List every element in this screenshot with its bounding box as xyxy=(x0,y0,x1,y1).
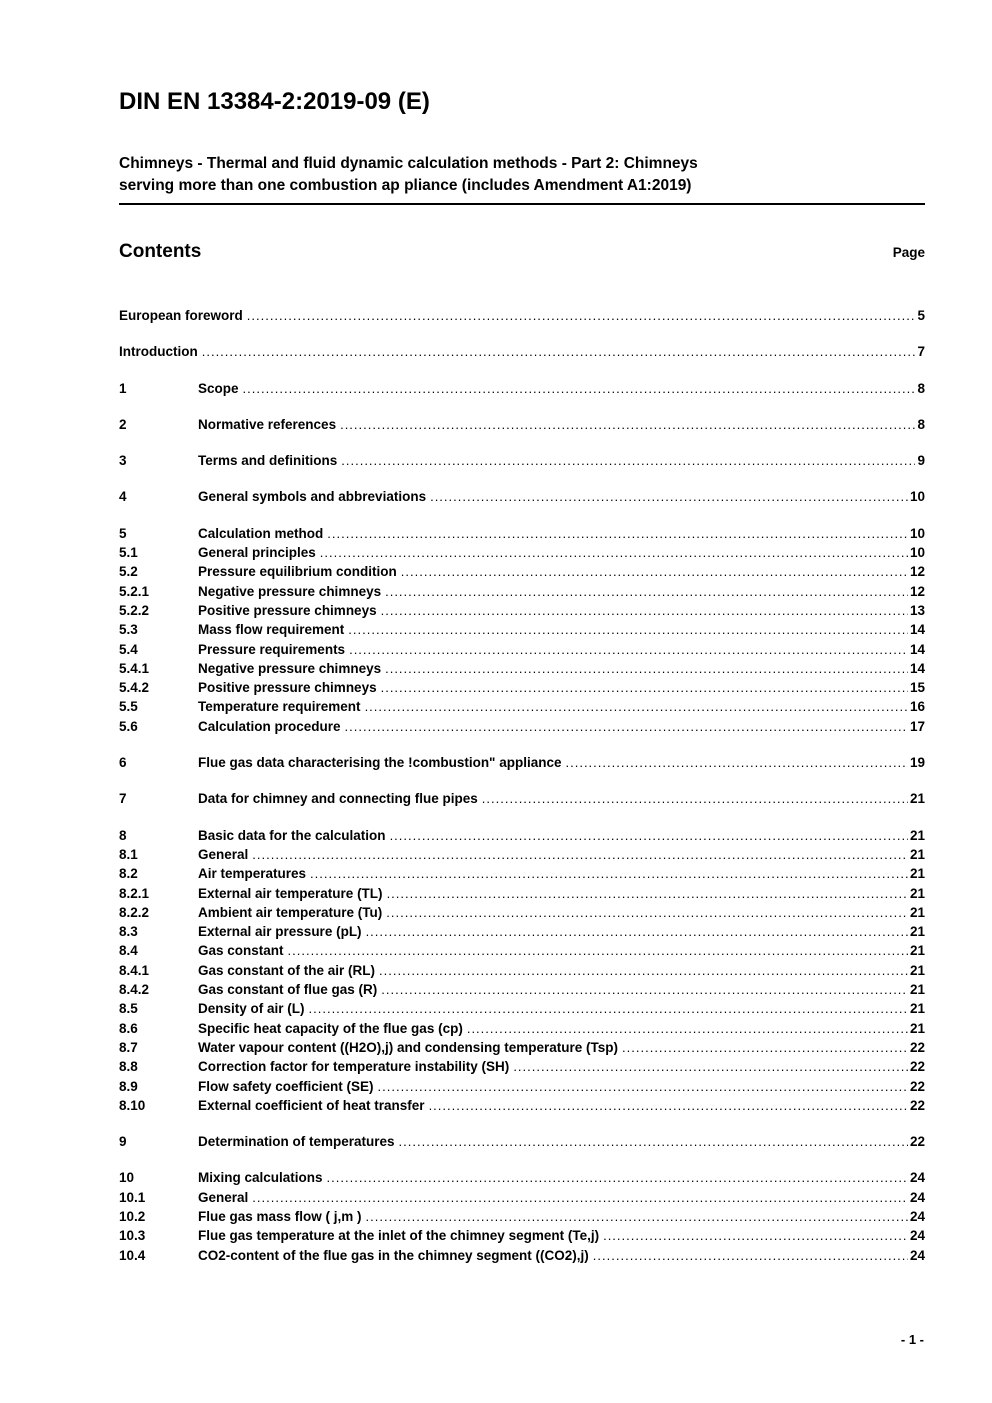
toc-entry-number: 8.4 xyxy=(119,943,138,959)
toc-entry xyxy=(119,1168,925,1187)
toc-entry-title: Flue gas temperature at the inlet of the chimney segment (Te,j) xyxy=(198,1228,600,1244)
toc-entry-page: 22 xyxy=(909,1059,925,1075)
toc-entry-page: 21 xyxy=(909,982,925,998)
toc-entry xyxy=(119,640,925,659)
toc-entry-title: Mass flow requirement xyxy=(198,622,345,638)
toc-entry-number: 5.1 xyxy=(119,545,138,561)
toc-leader-dots xyxy=(327,524,908,543)
toc-entry-page: 14 xyxy=(909,641,925,657)
toc-entry-page: 21 xyxy=(909,1001,925,1017)
toc-leader-dots xyxy=(349,640,908,659)
toc-entry-title: Normative references xyxy=(198,416,337,432)
toc-entry-number: 8.2 xyxy=(119,866,138,882)
toc-leader-dots xyxy=(341,451,915,470)
toc-leader-dots xyxy=(365,697,908,716)
toc-entry-number: 8.4.1 xyxy=(119,962,150,978)
toc-entry-number: 8.2.2 xyxy=(119,904,150,920)
toc-entry-number: 8.6 xyxy=(119,1020,138,1036)
toc-leader-dots xyxy=(309,999,908,1018)
toc-entry-page: 10 xyxy=(909,525,925,541)
toc-entry-title: Positive pressure chimneys xyxy=(198,602,377,618)
toc-leader-dots xyxy=(390,826,908,845)
toc-entry xyxy=(119,845,925,864)
toc-entry xyxy=(119,922,925,941)
toc-entry xyxy=(119,620,925,639)
contents-header xyxy=(119,241,925,263)
toc-entry xyxy=(119,306,925,325)
toc-leader-dots xyxy=(320,543,908,562)
toc-entry-title: Pressure requirements xyxy=(198,641,346,657)
toc-group xyxy=(119,1132,925,1151)
toc-entry xyxy=(119,941,925,960)
toc-entry-title: Calculation method xyxy=(198,525,324,541)
toc-leader-dots xyxy=(429,1096,908,1115)
toc-entry-title: Specific heat capacity of the flue gas (cp) xyxy=(198,1020,463,1036)
toc-leader-dots xyxy=(378,1077,908,1096)
toc-entry-page: 5 xyxy=(917,308,925,323)
contents-heading: Contents xyxy=(119,241,202,262)
toc-entry-page: 24 xyxy=(909,1170,925,1186)
document-title-line1: Chimneys - Thermal and fluid dynamic calculation methods - Part 2: Chimneys xyxy=(119,155,698,172)
toc-entry-number: 10 xyxy=(119,1170,135,1186)
toc-entry-title: Introduction xyxy=(119,344,198,360)
toc-entry-page: 19 xyxy=(909,755,925,771)
toc-entry-title: General xyxy=(198,846,249,862)
toc-entry-number: 5.3 xyxy=(119,622,138,638)
toc-entry-title: Flow safety coefficient (SE) xyxy=(198,1078,374,1094)
toc-entry-number: 3 xyxy=(119,453,127,469)
toc-entry-number: 8.1 xyxy=(119,846,138,862)
toc-entry xyxy=(119,451,925,470)
toc-group xyxy=(119,487,925,506)
toc-entry-title: European foreword xyxy=(119,308,243,323)
toc-group xyxy=(119,342,925,361)
toc-entry-number: 2 xyxy=(119,416,127,432)
toc-leader-dots xyxy=(247,306,916,325)
toc-entry xyxy=(119,1096,925,1115)
page-number-footer: - 1 - xyxy=(900,1332,924,1347)
toc-entry-number: 8.4.2 xyxy=(119,982,150,998)
toc-entry-number: 5.2.2 xyxy=(119,602,150,618)
toc-entry-page: 21 xyxy=(909,943,925,959)
toc-entry-number: 7 xyxy=(119,791,127,807)
toc-leader-dots xyxy=(327,1168,908,1187)
toc-entry-page: 24 xyxy=(909,1247,925,1263)
toc-entry-title: Basic data for the calculation xyxy=(198,827,386,843)
toc-entry xyxy=(119,999,925,1018)
toc-leader-dots xyxy=(243,379,916,398)
toc-group xyxy=(119,1168,925,1264)
toc-entry-page: 24 xyxy=(909,1208,925,1224)
toc-entry xyxy=(119,1207,925,1226)
toc-leader-dots xyxy=(202,342,916,361)
toc-entry xyxy=(119,697,925,716)
toc-leader-dots xyxy=(401,562,908,581)
toc-entry xyxy=(119,753,925,772)
toc-entry xyxy=(119,1246,925,1265)
toc-group xyxy=(119,306,925,325)
toc-entry xyxy=(119,980,925,999)
toc-entry-page: 22 xyxy=(909,1078,925,1094)
toc-entry-title: Negative pressure chimneys xyxy=(198,583,382,599)
toc-entry xyxy=(119,826,925,845)
toc-entry xyxy=(119,884,925,903)
toc-leader-dots xyxy=(381,980,908,999)
toc-entry xyxy=(119,1038,925,1057)
toc-leader-dots xyxy=(310,864,908,883)
document-id: DIN EN 13384-2:2019-09 (E) xyxy=(119,88,430,115)
toc-entry-number: 1 xyxy=(119,380,127,396)
toc-entry xyxy=(119,1188,925,1207)
toc-entry-page: 10 xyxy=(909,545,925,561)
document-title xyxy=(119,153,925,205)
toc-entry-page: 22 xyxy=(909,1134,925,1150)
toc-entry-number: 5.4.2 xyxy=(119,680,150,696)
toc-group xyxy=(119,379,925,398)
toc-entry-title: External air temperature (TL) xyxy=(198,885,383,901)
toc-entry-title: Correction factor for temperature instability (SH) xyxy=(198,1059,510,1075)
toc-entry-title: Density of air (L) xyxy=(198,1001,305,1017)
toc-entry-page: 7 xyxy=(917,344,925,360)
toc-leader-dots xyxy=(386,903,908,922)
toc-entry-page: 21 xyxy=(909,924,925,940)
toc-leader-dots xyxy=(252,845,908,864)
toc-leader-dots xyxy=(467,1019,908,1038)
toc-entry-number: 8.2.1 xyxy=(119,885,150,901)
toc-leader-dots xyxy=(566,753,908,772)
toc-entry-number: 4 xyxy=(119,489,127,505)
toc-leader-dots xyxy=(482,789,908,808)
toc-group xyxy=(119,415,925,434)
document-page xyxy=(119,0,925,1265)
toc-group xyxy=(119,451,925,470)
toc-entry xyxy=(119,524,925,543)
toc-entry-page: 22 xyxy=(909,1097,925,1113)
toc-entry xyxy=(119,562,925,581)
toc-entry-number: 8.10 xyxy=(119,1097,146,1113)
toc-entry-title: General xyxy=(198,1189,249,1205)
toc-entry-title: Gas constant of the air (RL) xyxy=(198,962,376,978)
toc-leader-dots xyxy=(622,1038,908,1057)
toc-entry-title: Flue gas data characterising the !combustion" appliance xyxy=(198,755,562,771)
toc-entry xyxy=(119,659,925,678)
toc-entry-title: Air temperatures xyxy=(198,866,307,882)
toc-entry-number: 5.2.1 xyxy=(119,583,150,599)
toc-entry-title: Ambient air temperature (Tu) xyxy=(198,904,383,920)
toc-entry-page: 21 xyxy=(909,1020,925,1036)
toc-entry-title: Mixing calculations xyxy=(198,1170,323,1186)
toc-entry-page: 14 xyxy=(909,622,925,638)
toc-entry xyxy=(119,487,925,506)
toc-entry-number: 5 xyxy=(119,525,127,541)
toc-entry-number: 5.4 xyxy=(119,641,138,657)
toc-leader-dots xyxy=(385,582,908,601)
toc-entry xyxy=(119,582,925,601)
toc-entry-page: 12 xyxy=(909,564,925,580)
toc-entry-title: General symbols and abbreviations xyxy=(198,489,427,505)
toc-entry-title: Water vapour content ((H2O),j) and condensing temperature (Tsp) xyxy=(198,1039,619,1055)
toc-entry-page: 15 xyxy=(909,680,925,696)
toc-entry-page: 21 xyxy=(909,904,925,920)
toc-entry-number: 10.1 xyxy=(119,1189,146,1205)
toc-entry-title: Gas constant xyxy=(198,943,284,959)
toc-entry-number: 8.7 xyxy=(119,1039,138,1055)
toc-entry-title: General principles xyxy=(198,545,316,561)
toc-entry-page: 12 xyxy=(909,583,925,599)
toc-entry-number: 10.4 xyxy=(119,1247,146,1263)
toc-leader-dots xyxy=(252,1188,908,1207)
toc-entry-page: 9 xyxy=(917,453,925,469)
toc-leader-dots xyxy=(387,884,908,903)
toc-entry-number: 8.8 xyxy=(119,1059,138,1075)
toc-entry-page: 8 xyxy=(917,380,925,396)
toc-group xyxy=(119,826,925,1115)
toc-entry-page: 21 xyxy=(909,866,925,882)
toc-leader-dots xyxy=(513,1057,908,1076)
toc-entry xyxy=(119,789,925,808)
toc-entry-number: 5.5 xyxy=(119,699,138,715)
toc-leader-dots xyxy=(366,1207,908,1226)
toc-leader-dots xyxy=(603,1226,908,1245)
toc-group xyxy=(119,524,925,736)
toc-entry xyxy=(119,415,925,434)
toc-entry-page: 21 xyxy=(909,827,925,843)
toc-entry xyxy=(119,961,925,980)
toc-leader-dots xyxy=(379,961,908,980)
toc-entry-title: Flue gas mass flow ( j,m ) xyxy=(198,1208,362,1224)
toc-entry-number: 5.6 xyxy=(119,718,138,734)
toc-entry-page: 21 xyxy=(909,791,925,807)
toc-entry-number: 8.5 xyxy=(119,1001,138,1017)
toc-entry-page: 10 xyxy=(909,489,925,505)
toc-entry-page: 24 xyxy=(909,1228,925,1244)
toc-entry-title: Determination of temperatures xyxy=(198,1134,395,1150)
toc-entry-page: 21 xyxy=(909,962,925,978)
table-of-contents xyxy=(119,306,925,1265)
toc-entry-number: 9 xyxy=(119,1134,127,1150)
toc-entry-page: 13 xyxy=(909,602,925,618)
toc-entry-number: 10.2 xyxy=(119,1208,146,1224)
toc-entry-page: 22 xyxy=(909,1039,925,1055)
toc-entry-page: 21 xyxy=(909,846,925,862)
toc-entry-title: CO2-content of the flue gas in the chimney segment ((CO2),j) xyxy=(198,1247,589,1263)
toc-leader-dots xyxy=(381,678,908,697)
toc-entry-number: 10.3 xyxy=(119,1228,146,1244)
document-title-line2: serving more than one combustion ap pliance (includes Amendment A1:2019) xyxy=(119,176,692,194)
toc-entry-title: External coefficient of heat transfer xyxy=(198,1097,425,1113)
toc-entry xyxy=(119,601,925,620)
toc-entry-title: Scope xyxy=(198,380,239,396)
toc-entry-page: 17 xyxy=(909,718,925,734)
toc-entry-title: External air pressure (pL) xyxy=(198,924,362,940)
toc-group xyxy=(119,753,925,772)
toc-entry-page: 16 xyxy=(909,699,925,715)
toc-entry-title: Positive pressure chimneys xyxy=(198,680,377,696)
toc-entry xyxy=(119,1226,925,1245)
toc-entry xyxy=(119,717,925,736)
toc-leader-dots xyxy=(340,415,915,434)
toc-entry xyxy=(119,342,925,361)
toc-leader-dots xyxy=(430,487,908,506)
toc-group xyxy=(119,789,925,808)
toc-entry-title: Data for chimney and connecting flue pipes xyxy=(198,791,478,807)
page-column-label: Page xyxy=(892,245,925,260)
toc-entry xyxy=(119,1132,925,1151)
toc-entry-page: 14 xyxy=(909,660,925,676)
toc-leader-dots xyxy=(366,922,908,941)
toc-entry-number: 8.9 xyxy=(119,1078,138,1094)
toc-entry xyxy=(119,543,925,562)
toc-leader-dots xyxy=(399,1132,908,1151)
toc-entry xyxy=(119,1019,925,1038)
toc-entry-number: 6 xyxy=(119,755,127,771)
toc-entry xyxy=(119,1057,925,1076)
toc-entry-number: 5.4.1 xyxy=(119,660,150,676)
toc-entry-title: Temperature requirement xyxy=(198,699,361,715)
toc-entry xyxy=(119,678,925,697)
toc-entry xyxy=(119,379,925,398)
toc-entry-title: Terms and definitions xyxy=(198,453,338,469)
toc-entry-number: 8.3 xyxy=(119,924,138,940)
toc-entry-page: 8 xyxy=(917,416,925,432)
toc-entry-title: Calculation procedure xyxy=(198,718,341,734)
toc-leader-dots xyxy=(288,941,908,960)
toc-leader-dots xyxy=(593,1246,908,1265)
toc-entry-title: Negative pressure chimneys xyxy=(198,660,382,676)
toc-leader-dots xyxy=(345,717,908,736)
toc-entry-number: 8 xyxy=(119,827,127,843)
toc-entry-number: 5.2 xyxy=(119,564,138,580)
toc-entry-title: Gas constant of flue gas (R) xyxy=(198,982,378,998)
toc-entry xyxy=(119,1077,925,1096)
toc-leader-dots xyxy=(385,659,908,678)
toc-entry xyxy=(119,864,925,883)
toc-leader-dots xyxy=(381,601,908,620)
toc-entry-title: Pressure equilibrium condition xyxy=(198,564,397,580)
toc-entry xyxy=(119,903,925,922)
toc-leader-dots xyxy=(348,620,908,639)
toc-entry-page: 21 xyxy=(909,885,925,901)
toc-entry-page: 24 xyxy=(909,1189,925,1205)
